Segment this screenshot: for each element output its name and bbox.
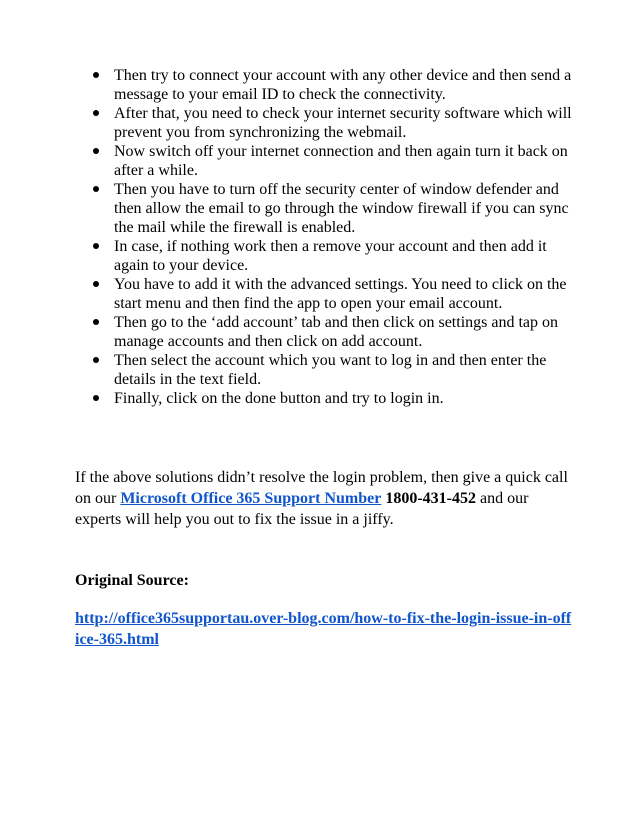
bullet-item bbox=[93, 275, 573, 313]
closing-text-before: If the above solutions didn’t resolve the login problem, then give a quick call on our bbox=[75, 469, 568, 507]
bullet-text: Then try to connect your account with any other device and then send a message to your email ID to check the connectivity. bbox=[114, 67, 572, 103]
bullet-item bbox=[93, 180, 573, 237]
bullet-text: Now switch off your internet connection and then again turn it back on after a while. bbox=[114, 143, 568, 179]
bullet-icon bbox=[93, 186, 99, 192]
bullet-item bbox=[93, 66, 573, 104]
closing-paragraph bbox=[75, 467, 575, 530]
bullet-text: After that, you need to check your internet security software which will prevent you from synchronizing the webmail. bbox=[114, 105, 572, 141]
bullet-icon bbox=[93, 243, 99, 249]
bullet-icon bbox=[93, 319, 99, 325]
bullet-text: Finally, click on the done button and try to login in. bbox=[114, 390, 444, 407]
bullet-icon bbox=[93, 357, 99, 363]
bullet-item bbox=[93, 237, 573, 275]
bullet-text: Then go to the ‘add account’ tab and then click on settings and tap on manage accounts and then click on add account. bbox=[114, 314, 559, 350]
support-number-link[interactable]: Microsoft Office 365 Support Number bbox=[120, 490, 382, 507]
source-url-link[interactable]: http://office365supportau.over-blog.com/how-to-fix-the-login-issue-in-office-365.html bbox=[75, 610, 572, 648]
bullet-text: In case, if nothing work then a remove your account and then add it again to your device. bbox=[114, 238, 547, 274]
bullet-item bbox=[93, 104, 573, 142]
bullet-item bbox=[93, 142, 573, 180]
bullet-icon bbox=[93, 72, 99, 78]
bullet-icon bbox=[93, 148, 99, 154]
bullet-item bbox=[93, 389, 573, 408]
bullet-item bbox=[93, 351, 573, 389]
bullet-text: Then you have to turn off the security center of window defender and then allow the email to go through the window firewall if you can sync the mail while the firewall is enabled. bbox=[114, 181, 569, 236]
steps-bullet-list bbox=[93, 66, 573, 408]
phone-number: 1800-431-452 bbox=[385, 490, 476, 507]
bullet-text: Then select the account which you want to log in and then enter the details in the text field. bbox=[114, 352, 547, 388]
bullet-item bbox=[93, 313, 573, 351]
bullet-text: You have to add it with the advanced settings. You need to click on the start menu and then find the app to open your email account. bbox=[114, 276, 567, 312]
bullet-icon bbox=[93, 281, 99, 287]
bullet-icon bbox=[93, 110, 99, 116]
source-heading: Original Source: bbox=[75, 572, 189, 589]
closing-text-after: and our experts will help you out to fix the issue in a jiffy. bbox=[75, 490, 529, 528]
bullet-icon bbox=[93, 395, 99, 401]
